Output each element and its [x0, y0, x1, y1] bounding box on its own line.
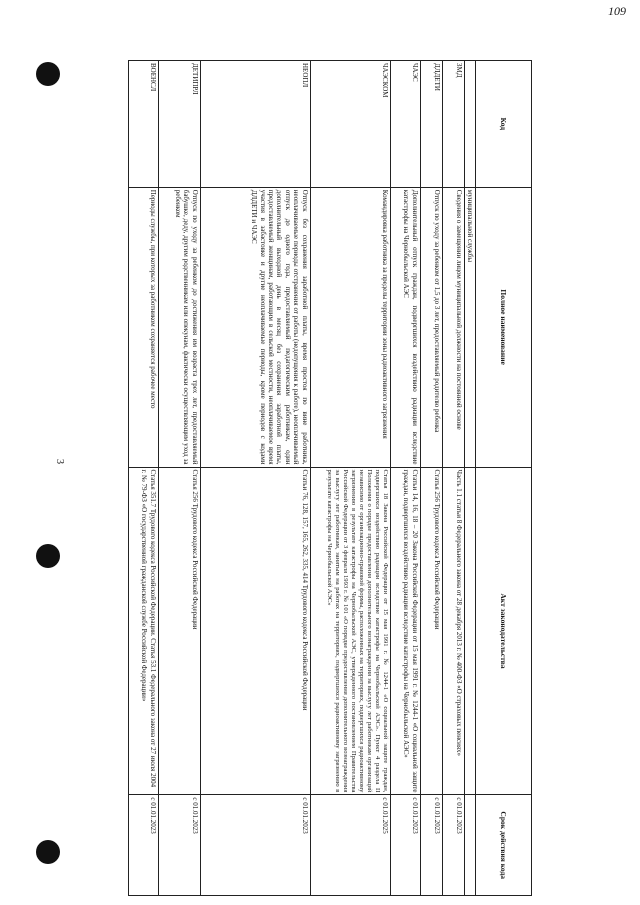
cell-act: Статья 351.7 Трудового кодекса Российской Федерации. Статья 53.1 Федерального закона от 27 июля 2004 г. № 79-ФЗ «О государственной гражданской службе Российской Федерации» — [128, 467, 158, 795]
cell-act: Статья 256 Трудового кодекса Российской Федерации — [420, 467, 442, 795]
table-row — [158, 61, 200, 896]
header-name: Полное наименование — [476, 187, 532, 467]
cell-name: муниципальной службы — [464, 187, 475, 467]
cell-date: с 01.01.2023 — [390, 795, 420, 896]
table-row — [390, 61, 420, 896]
cell-name: Дополнительный отпуск граждан, подвергшихся воздействию радиации вследствие катастрофы на Чернобыльской АЭС — [390, 187, 420, 467]
punch-hole — [36, 840, 60, 864]
cell-code: ЗМД — [442, 61, 464, 188]
rotated-table-container — [140, 60, 532, 896]
cell-code: ДЛДЕТИ — [420, 61, 442, 188]
cell-act — [464, 467, 475, 795]
cell-date — [464, 795, 475, 896]
cell-name: Отпуск без сохранения заработной платы, время простоя по вине работника, неоплачиваемые периоды отстранения от работы (недопущения к работе), неоплачиваемый отпуск до одного года, предоставляемый педагогическим работникам, один дополнительный выходной день в месяц без сохранения заработной платы, предоставляемый женщинам, работающим в сельской местности, неоплачиваемое время участия в забастовке и другие неоплачиваемые периоды, кроме периодов с кодами ДЛДЕТИ и ЧАЭС — [200, 187, 310, 467]
page-number: 109 — [608, 4, 626, 18]
cell-code — [464, 61, 475, 188]
cell-code: НЕОПЛ — [200, 61, 310, 188]
cell-code: ЧАЭС — [390, 61, 420, 188]
cell-act: Статьи 14, 16, 18 – 20 Закона Российской Федерации от 15 мая 1991 г. № 1244-1 «О социальной защите граждан, подвергшихся воздействию радиации вследствие катастрофы на Чернобыльской АЭС» — [390, 467, 420, 795]
table-row — [420, 61, 442, 896]
cell-date: с 01.01.2023 — [442, 795, 464, 896]
table-row — [128, 61, 158, 896]
cell-act: Статья 18 Закона Российской Федерации от 15 мая 1991 г. № 1244-1 «О социальной защите граждан, подвергшихся воздействию радиации вследствие катастрофы на Чернобыльской АЭС». Пункт 4 раздела II Положения о порядке предоставления дополнительного вознаграждения за выслугу лет работникам организаций независимо от организационно-правовой формы, расположенных на территориях, подвергшихся радиоактивному загрязнению в результате катастрофы на Чернобыльской АЭС, утвержденного постановлением Правительства Российской Федерации от 3 февраля 1993 г. № 101 «О порядке предоставления дополнительного вознаграждения за выслугу лет работникам, занятым на работах на территориях, подвергшихся радиоактивному загрязнению в результате катастрофы на Чернобыльской АЭС» — [310, 467, 390, 795]
table-row — [442, 61, 464, 896]
header-date: Срок действия кода — [476, 795, 532, 896]
cell-name: Отпуск по уходу за ребенком до достижения им возраста трех лет, предоставляемый бабушке, деду, другим родственникам или опекунам, фактически осуществляющим уход за ребенком — [158, 187, 200, 467]
cell-act: Часть 1.1 статьи 8 Федерального закона от 28 декабря 2013 г. № 400-ФЗ «О страховых пенсиях» — [442, 467, 464, 795]
cell-date: с 01.01.2025 — [310, 795, 390, 896]
header-act: Акт законодательства — [476, 467, 532, 795]
punch-hole — [36, 544, 60, 568]
table-row — [200, 61, 310, 896]
cell-date: с 01.01.2023 — [128, 795, 158, 896]
codes-table — [128, 60, 532, 896]
cell-name: Сведения о замещении лицом муниципальной должности на постоянной основе — [442, 187, 464, 467]
cell-code: ДЕТИПРЛ — [158, 61, 200, 188]
cell-date: с 01.01.2023 — [420, 795, 442, 896]
cell-act: Статья 256 Трудового кодекса Российской Федерации — [158, 467, 200, 795]
cell-name: Командировка работника за пределы территории зоны радиоактивного загрязнения — [310, 187, 390, 467]
cell-name: Отпуск по уходу за ребенком от 1,5 до 3 лет, предоставляемый родителю ребенка — [420, 187, 442, 467]
cell-act: Статьи 76, 128, 157, 165, 262, 335, 414 Трудового кодекса Российской Федерации — [200, 467, 310, 795]
table-row — [310, 61, 390, 896]
punch-hole — [36, 62, 60, 86]
center-number: 3 — [54, 459, 65, 464]
cell-code: ЧАЭСКОМ — [310, 61, 390, 188]
cell-date: с 01.01.2023 — [158, 795, 200, 896]
cell-code: ВОЕНСЛ — [128, 61, 158, 188]
table-row — [464, 61, 475, 896]
cell-name: Периоды службы, при которых за работником сохраняется рабочее место — [128, 187, 158, 467]
header-code: Код — [476, 61, 532, 188]
table-header-row — [476, 61, 532, 896]
cell-date: с 01.01.2023 — [200, 795, 310, 896]
